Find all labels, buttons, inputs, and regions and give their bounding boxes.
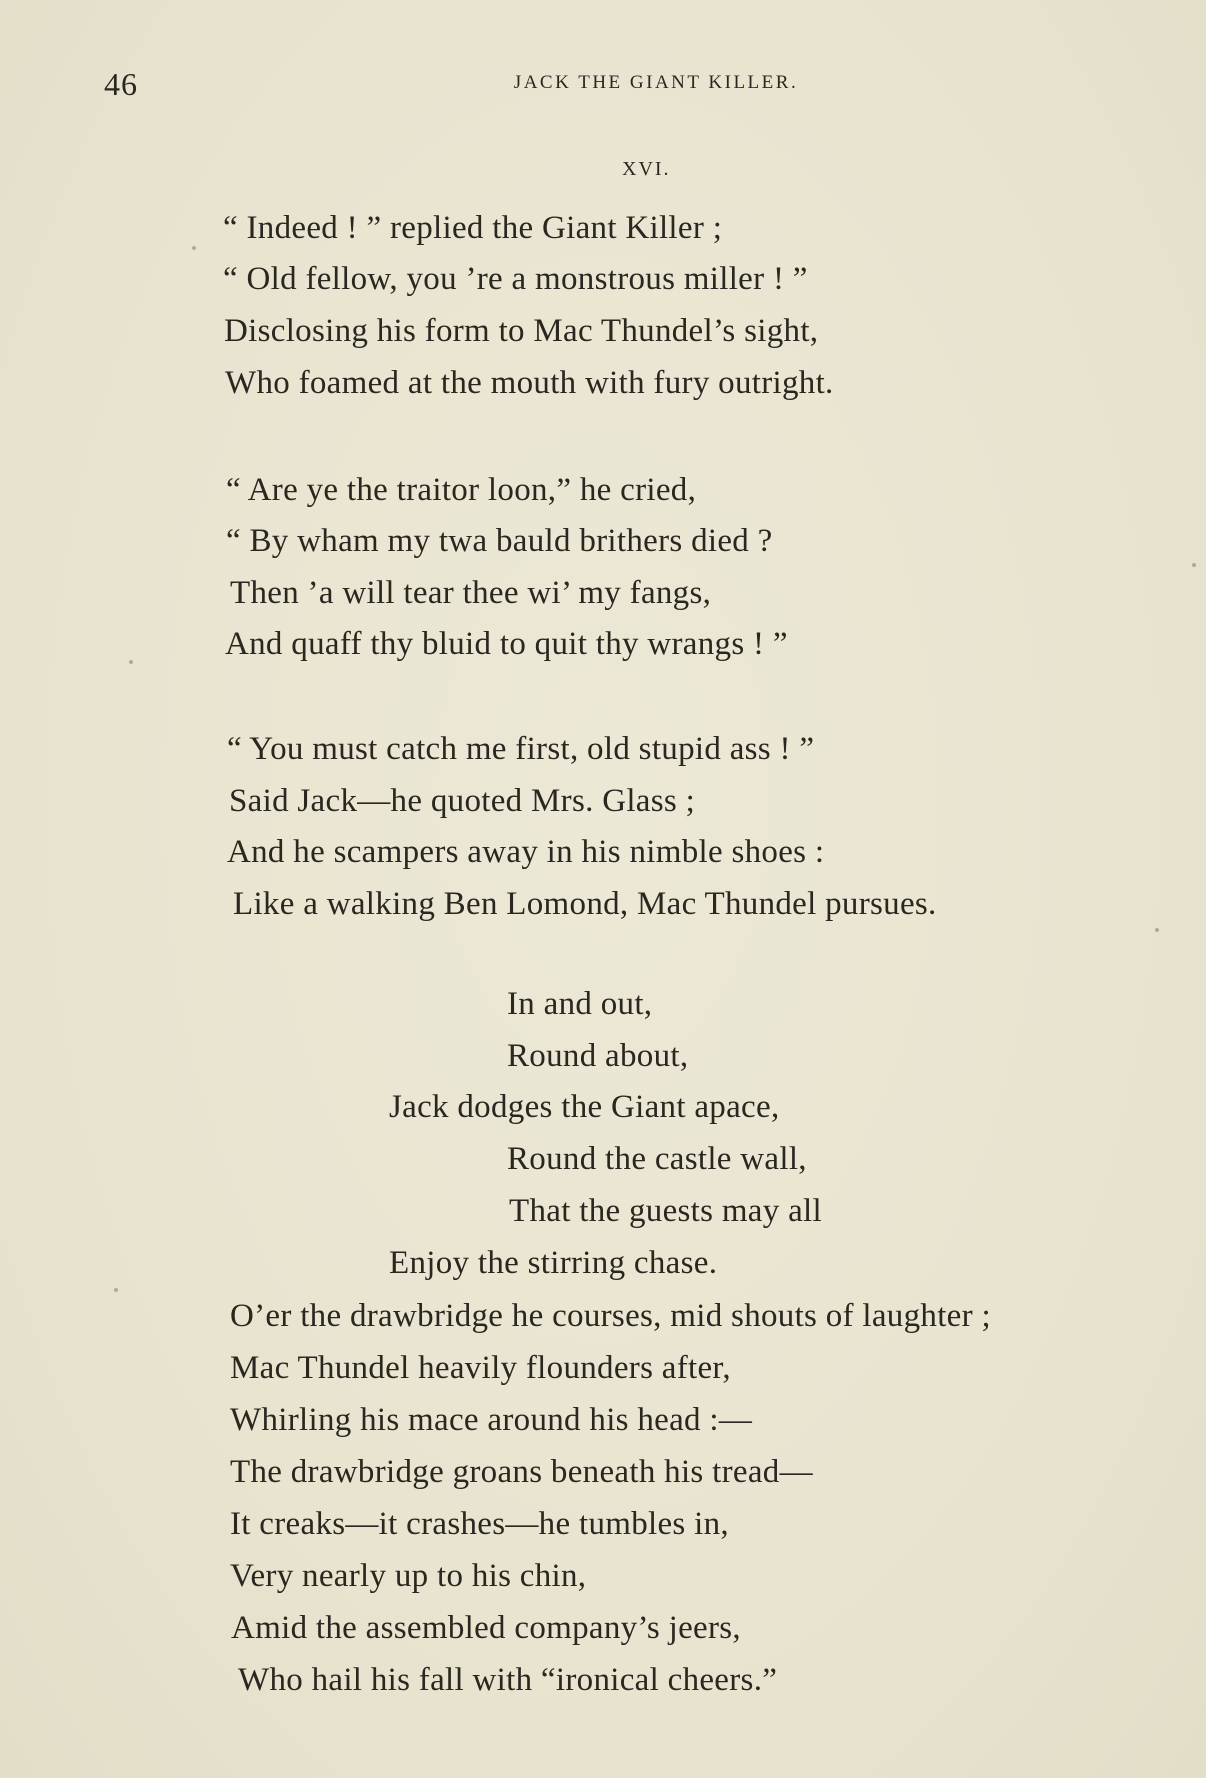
paper-speck xyxy=(1155,928,1159,932)
poem-line: Amid the assembled company’s jeers, xyxy=(231,1610,741,1646)
poem-line: “ Old fellow, you ’re a monstrous miller ! ” xyxy=(223,261,808,297)
paper-speck xyxy=(114,1288,118,1292)
poem-line: That the guests may all xyxy=(509,1193,822,1229)
poem-line: The drawbridge groans beneath his tread— xyxy=(230,1454,813,1490)
running-title: JACK THE GIANT KILLER. xyxy=(513,72,799,93)
section-number: XVI. xyxy=(622,158,671,180)
poem-line: It creaks—it crashes—he tumbles in, xyxy=(230,1506,729,1542)
poem-line: Round the castle wall, xyxy=(507,1141,807,1177)
poem-line: O’er the drawbridge he courses, mid shouts of laughter ; xyxy=(230,1298,991,1334)
paper-speck xyxy=(192,246,196,250)
poem-line: Then ’a will tear thee wi’ my fangs, xyxy=(230,575,712,611)
poem-line: Whirling his mace around his head :— xyxy=(230,1402,753,1438)
poem-line: “ By wham my twa bauld brithers died ? xyxy=(226,523,773,559)
paper-speck xyxy=(129,660,133,664)
poem-line: Mac Thundel heavily flounders after, xyxy=(230,1350,731,1386)
paper-speck xyxy=(1192,563,1196,567)
poem-line: Disclosing his form to Mac Thundel’s sight, xyxy=(224,313,819,349)
poem-line: And quaff thy bluid to quit thy wrangs ! ” xyxy=(225,626,788,662)
poem-line: Said Jack—he quoted Mrs. Glass ; xyxy=(229,783,696,819)
page-number: 46 xyxy=(104,66,138,102)
poem-line: And he scampers away in his nimble shoes : xyxy=(227,834,825,870)
poem-line: Jack dodges the Giant apace, xyxy=(389,1089,780,1125)
poem-line: In and out, xyxy=(507,986,653,1022)
poem-line: “ Are ye the traitor loon,” he cried, xyxy=(226,472,697,508)
poem-line: Like a walking Ben Lomond, Mac Thundel pursues. xyxy=(233,886,937,922)
poem-line: Very nearly up to his chin, xyxy=(230,1558,587,1594)
poem-line: Who hail his fall with “ironical cheers.” xyxy=(238,1662,778,1698)
poem-line: Enjoy the stirring chase. xyxy=(389,1245,718,1281)
poem-line: “ Indeed ! ” replied the Giant Killer ; xyxy=(223,210,723,246)
poem-line: Round about, xyxy=(507,1038,689,1074)
poem-line: Who foamed at the mouth with fury outright. xyxy=(225,365,834,401)
poem-line: “ You must catch me first, old stupid ass ! ” xyxy=(227,731,815,767)
